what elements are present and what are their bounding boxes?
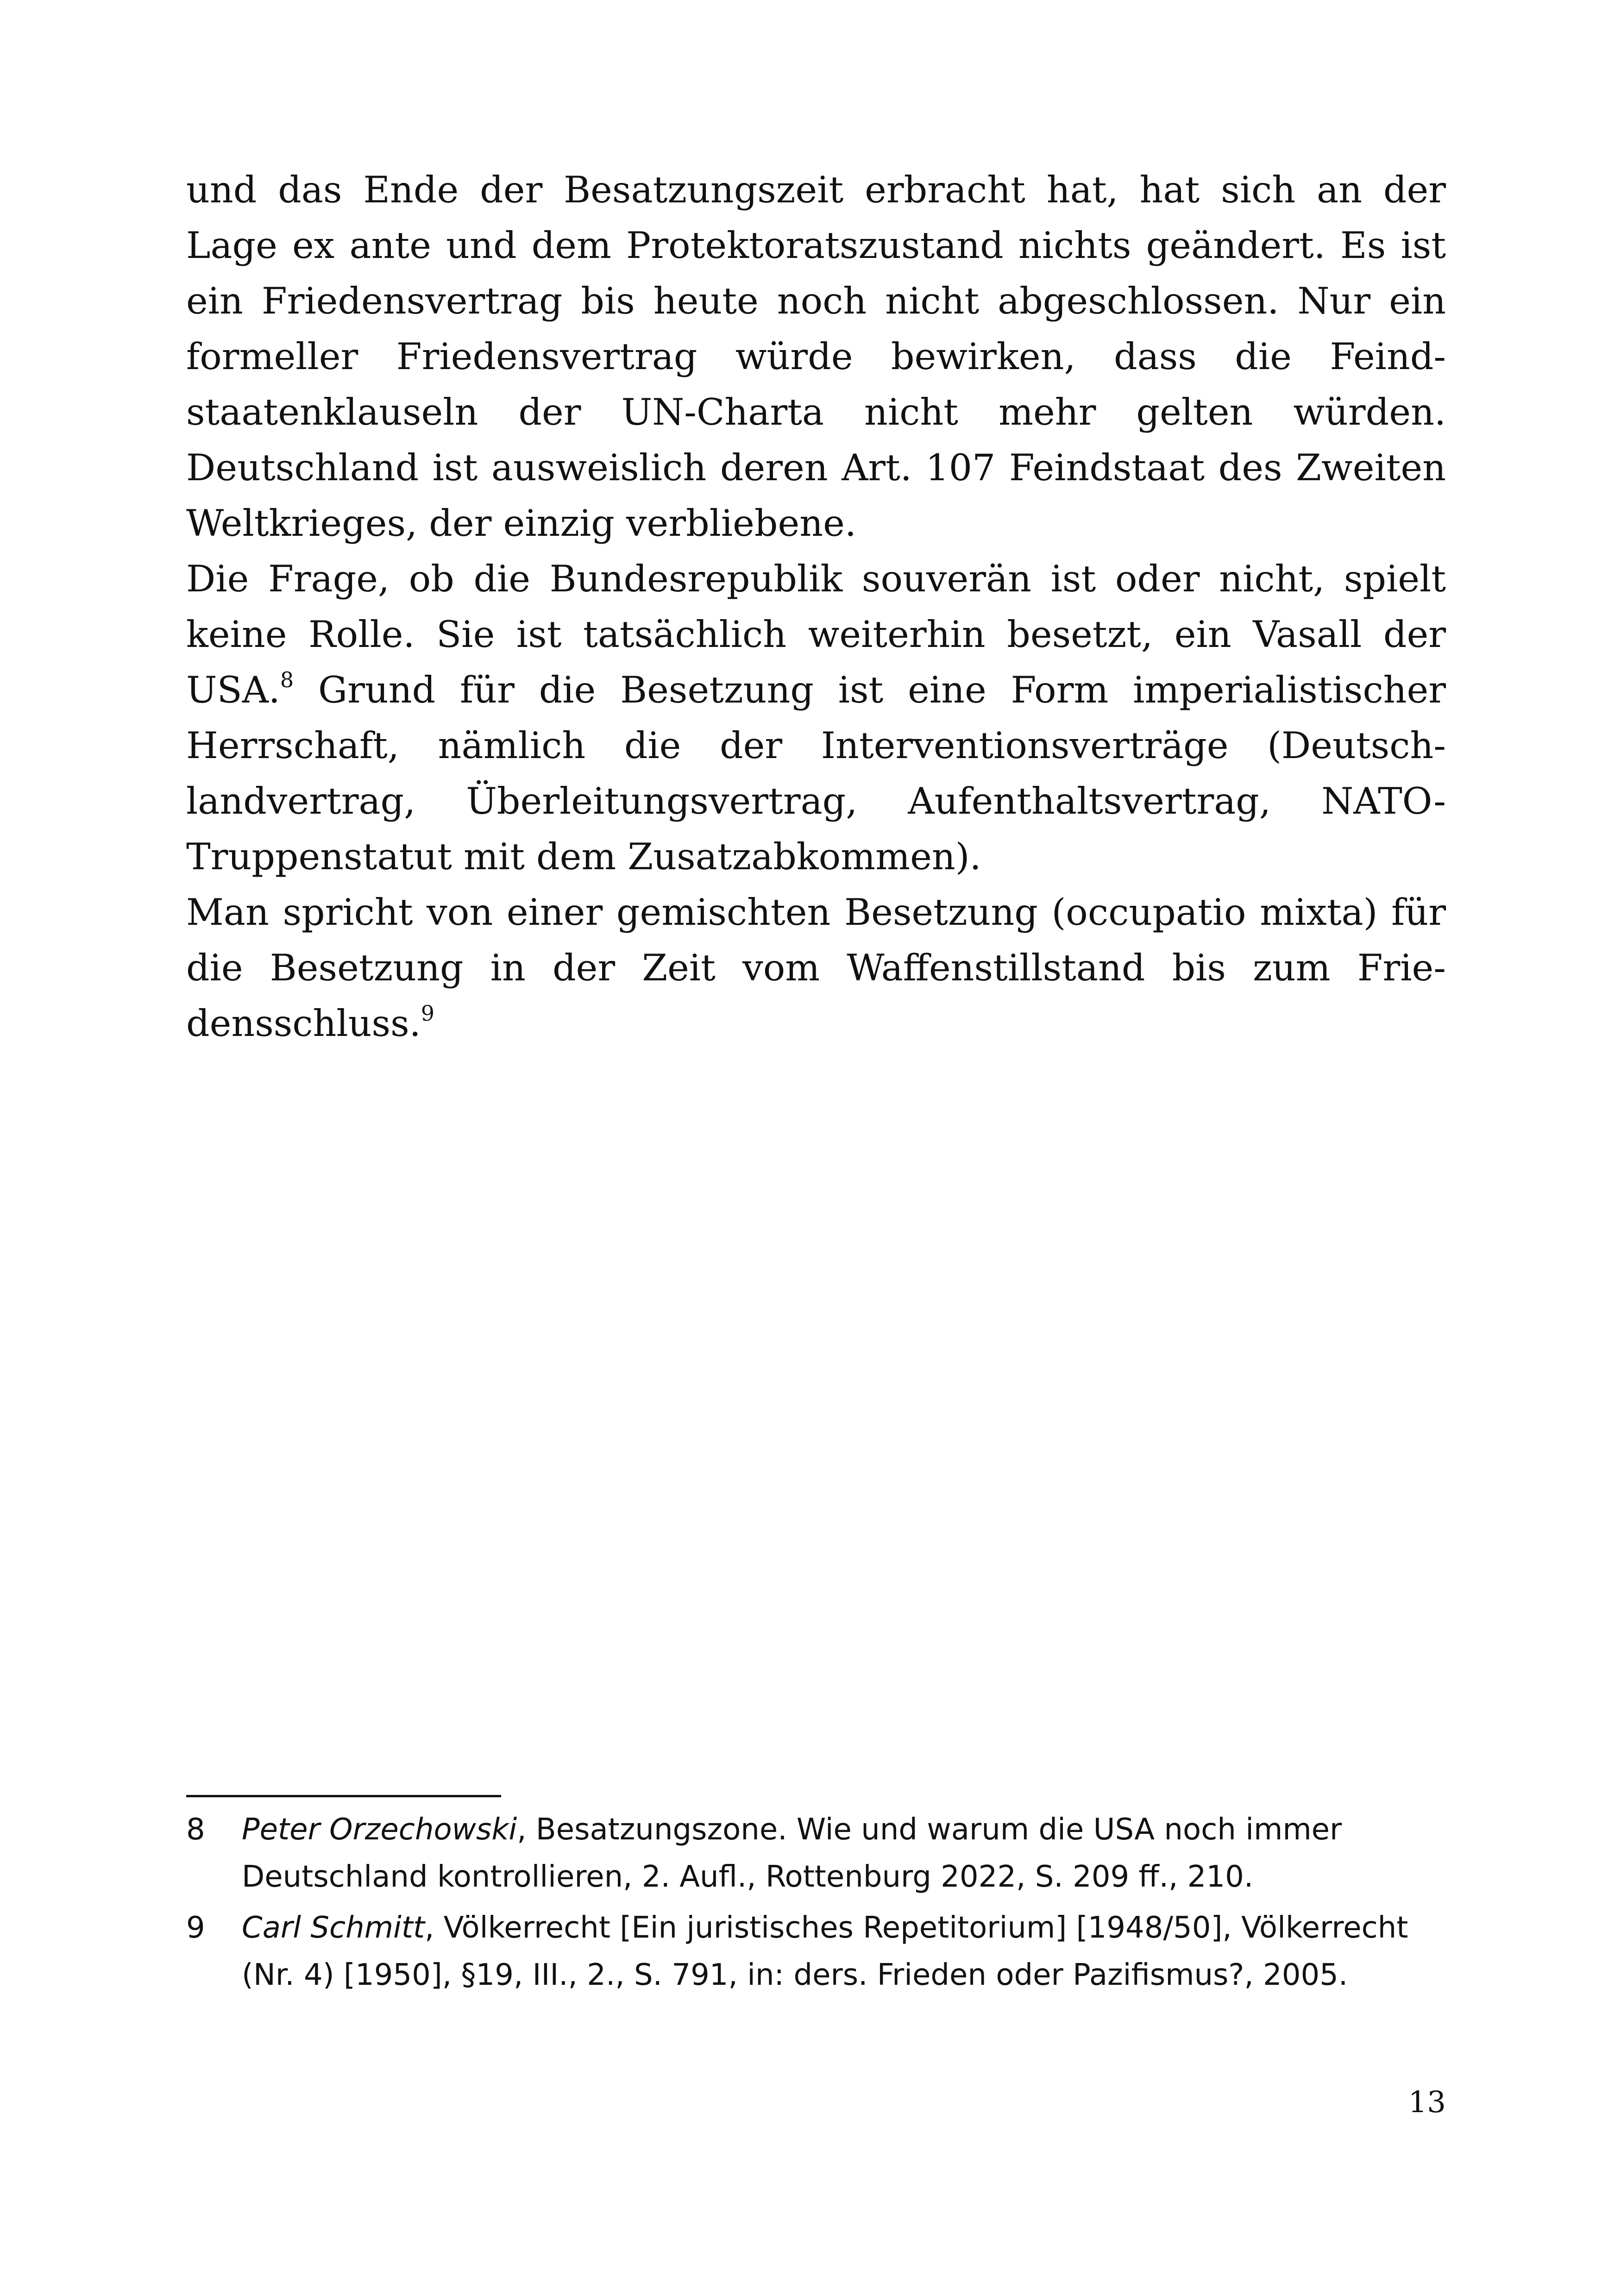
body-text xyxy=(186,162,1446,1051)
footnotes xyxy=(186,1806,1446,2002)
footnote-text: , Völkerrecht [Ein juristisches Repetitorium] [1948/50], Völkerrecht (Nr. 4) [1950], §19, III., 2., S. 791, in: ders. Frieden oder Pazifismus?, 2005. xyxy=(242,1911,1408,1992)
footnote-ref-9[interactable]: 9 xyxy=(421,1000,435,1026)
footnote-number: 8 xyxy=(186,1813,205,1847)
paragraph-2 xyxy=(186,551,1446,885)
paragraph-1 xyxy=(186,162,1446,551)
paragraph-1-text: und das Ende der Besatzungszeit erbracht hat, hat sich an der Lage ex ante und dem Protektoratszustand nichts geändert. Es ist ein Friedensvertrag bis heute noch nicht abgeschlossen. Nur ein formeller Friedensvertrag würde bewirken, dass die Feindstaatenklauseln der UN-Charta nicht mehr gelten würden. Deutschland ist ausweislich deren Art. 107 Feindstaat des Zweiten Weltkrieges, der einzig verbliebene. xyxy=(186,169,1446,545)
footnote-number: 9 xyxy=(186,1911,205,1945)
footnote-author: Peter Orzechowski xyxy=(242,1813,517,1847)
paragraph-2-text-after: Grund für die Besetzung ist eine Form imperialistischer Herrschaft, nämlich die der Interventionsverträge (Deutschlandvertrag, Überleitungsvertrag, Aufenthaltsvertrag, NATO-Truppenstatut mit dem Zusatzabkommen). xyxy=(186,669,1446,878)
paragraph-3-text-before: Man spricht von einer gemischten Besetzung (occupatio mixta) für die Besetzung in der Zeit vom Waffenstillstand bis zum Friedensschluss. xyxy=(186,891,1446,1045)
footnote-divider xyxy=(186,1795,501,1797)
paragraph-2-text-before: Die Frage, ob die Bundesrepublik souverän ist oder nicht, spielt keine Rolle. Sie ist tatsächlich weiterhin besetzt, ein Vasall der USA. xyxy=(186,558,1446,711)
paragraph-3 xyxy=(186,885,1446,1051)
footnote-author: Carl Schmitt xyxy=(242,1911,425,1945)
footnote-8 xyxy=(186,1806,1446,1901)
footnote-text: , Besatzungszone. Wie und warum die USA noch immer Deutschland kontrollieren, 2. Aufl., Rottenburg 2022, S. 209 ff., 210. xyxy=(242,1813,1342,1894)
footnote-ref-8[interactable]: 8 xyxy=(280,667,294,692)
footnote-9 xyxy=(186,1904,1446,1999)
page-number: 13 xyxy=(1408,2085,1446,2120)
